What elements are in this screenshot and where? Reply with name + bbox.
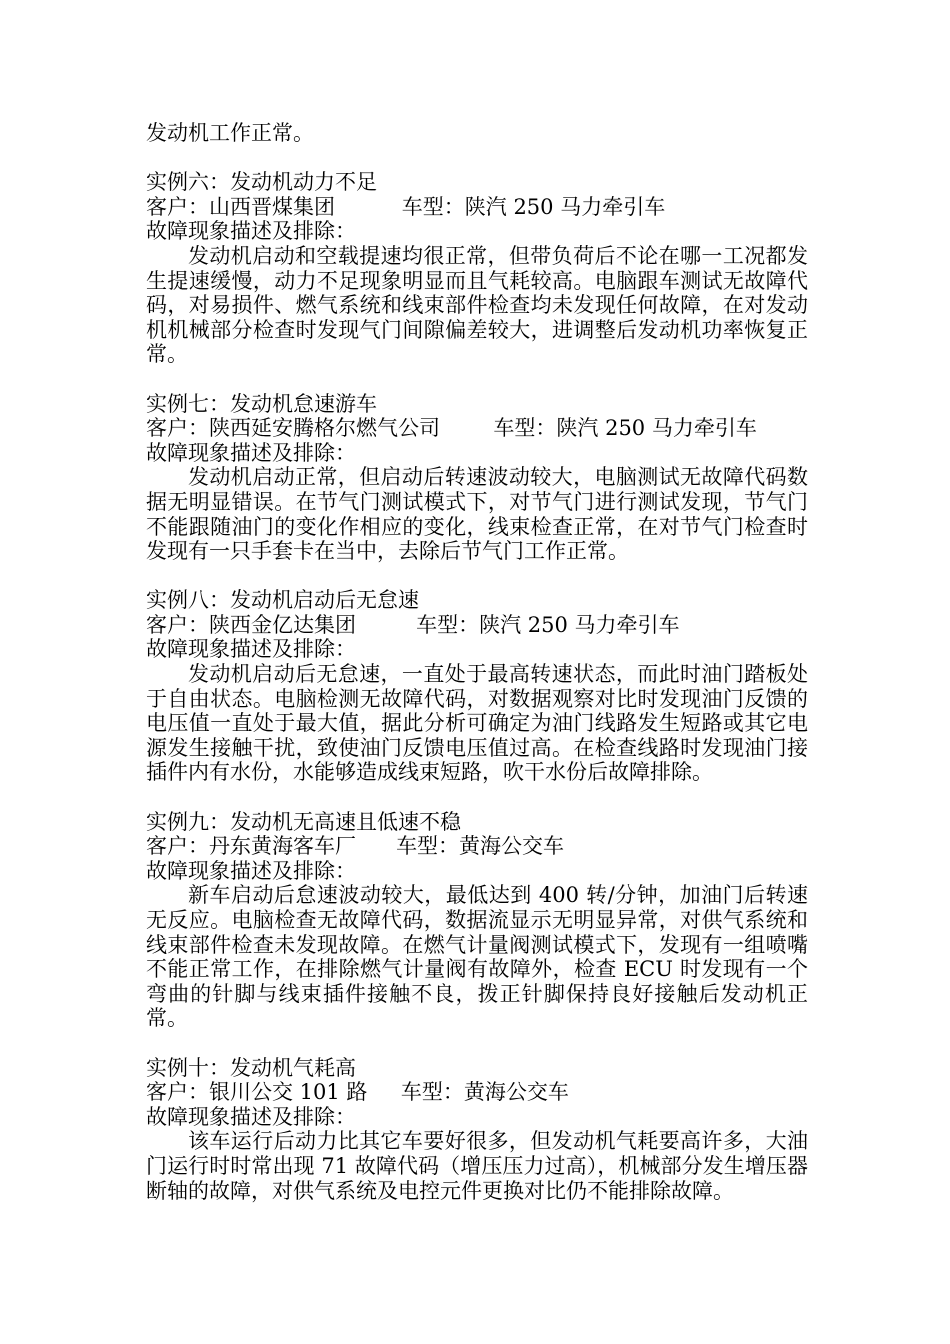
case-9 bbox=[146, 810, 826, 1031]
case-info-line bbox=[146, 416, 826, 441]
case-desc-label: 故障现象描述及排除： bbox=[146, 440, 356, 465]
case-body: 发动机启动和空载提速均很正常，但带负荷后不论在哪一工况都发生提速缓慢，动力不足现象明显而且气耗较高。电脑跟车测试无故障代码，对易损件、燃气系统和线束部件检查均未发现任何故障，在对发动机机械部分检查时发现气门间隙偏差较大，进调整后发动机功率恢复正常。 bbox=[146, 243, 808, 367]
case-body: 发动机启动正常，但启动后转速波动较大，电脑测试无故障代码数据无明显错误。在节气门测试模式下，对节气门进行测试发现，节气门不能跟随油门的变化作相应的变化，线束检查正常，在对节气门检查时发现有一只手套卡在当中，去除后节气门工作正常。 bbox=[146, 465, 808, 564]
case-desc-label: 故障现象描述及排除： bbox=[146, 219, 356, 244]
case-10 bbox=[146, 1056, 826, 1204]
case-title: 实例十：发动机气耗高 bbox=[146, 1055, 356, 1080]
blank-line bbox=[146, 1031, 826, 1056]
intro-line: 发动机工作正常。 bbox=[146, 121, 314, 145]
case-spacer bbox=[440, 416, 493, 440]
blank-line bbox=[146, 785, 826, 810]
case-title: 实例七：发动机怠速游车 bbox=[146, 391, 377, 416]
case-title: 实例八：发动机启动后无怠速 bbox=[146, 588, 419, 613]
case-info-line bbox=[146, 195, 826, 220]
case-spacer bbox=[356, 834, 396, 858]
case-body: 新车启动后怠速波动较大，最低达到 400 转/分钟，加油门后转速无反应。电脑检查无故障代码，数据流显示无明显异常，对供气系统和线束部件检查未发现故障。在燃气计量阀测试模式下，发现有一组喷嘴不能正常工作，在排除燃气计量阀有故障外，检查 ECU 时发现有一个弯曲的针脚与线束插件接触不良，拨正针脚保持良好接触后发动机正常。 bbox=[146, 883, 808, 1031]
case-client: 客户：银川公交 101 路 bbox=[146, 1080, 368, 1105]
blank-line bbox=[146, 367, 826, 392]
case-model: 车型：黄海公交车 bbox=[400, 1080, 569, 1105]
case-body: 该车运行后动力比其它车要好很多，但发动机气耗要高许多，大油门运行时时常出现 71 故障代码（增压压力过高），机械部分发生增压器断轴的故障，对供气系统及电控元件更换对比仍不能排除故障。 bbox=[146, 1129, 808, 1203]
case-spacer bbox=[356, 613, 416, 637]
case-8 bbox=[146, 588, 826, 785]
case-client: 客户：丹东黄海客车厂 bbox=[146, 834, 356, 859]
case-model: 车型：陕汽 250 马力牵引车 bbox=[401, 194, 666, 219]
case-model: 车型：黄海公交车 bbox=[396, 834, 565, 859]
case-body: 发动机启动后无怠速，一直处于最高转速状态，而此时油门踏板处于自由状态。电脑检测无故障代码，对数据观察对比时发现油门反馈的电压值一直处于最大值，据此分析可确定为油门线路发生短路或其它电源发生接触干扰，致使油门反馈电压值过高。在检查线路时发现油门接插件内有水份，水能够造成线束短路，吹干水份后故障排除。 bbox=[146, 662, 808, 785]
case-title: 实例六：发动机动力不足 bbox=[146, 170, 377, 195]
blank-line bbox=[146, 564, 826, 589]
case-info-line bbox=[146, 613, 826, 638]
case-client: 客户：陕西延安腾格尔燃气公司 bbox=[146, 416, 440, 441]
case-model: 车型：陕汽 250 马力牵引车 bbox=[416, 612, 680, 637]
case-info-line bbox=[146, 834, 826, 859]
case-7 bbox=[146, 392, 826, 564]
document-page bbox=[146, 121, 826, 1203]
case-client: 客户：陕西金亿达集团 bbox=[146, 612, 356, 637]
case-model: 车型：陕汽 250 马力牵引车 bbox=[493, 416, 757, 441]
case-desc-label: 故障现象描述及排除： bbox=[146, 858, 356, 883]
case-spacer bbox=[335, 195, 402, 219]
case-desc-label: 故障现象描述及排除： bbox=[146, 1104, 356, 1129]
blank-line bbox=[146, 146, 826, 171]
case-6 bbox=[146, 170, 826, 367]
case-desc-label: 故障现象描述及排除： bbox=[146, 637, 356, 662]
case-spacer bbox=[367, 1080, 400, 1104]
case-title: 实例九：发动机无高速且低速不稳 bbox=[146, 809, 461, 834]
case-client: 客户：山西晋煤集团 bbox=[146, 194, 335, 219]
case-info-line bbox=[146, 1080, 826, 1105]
